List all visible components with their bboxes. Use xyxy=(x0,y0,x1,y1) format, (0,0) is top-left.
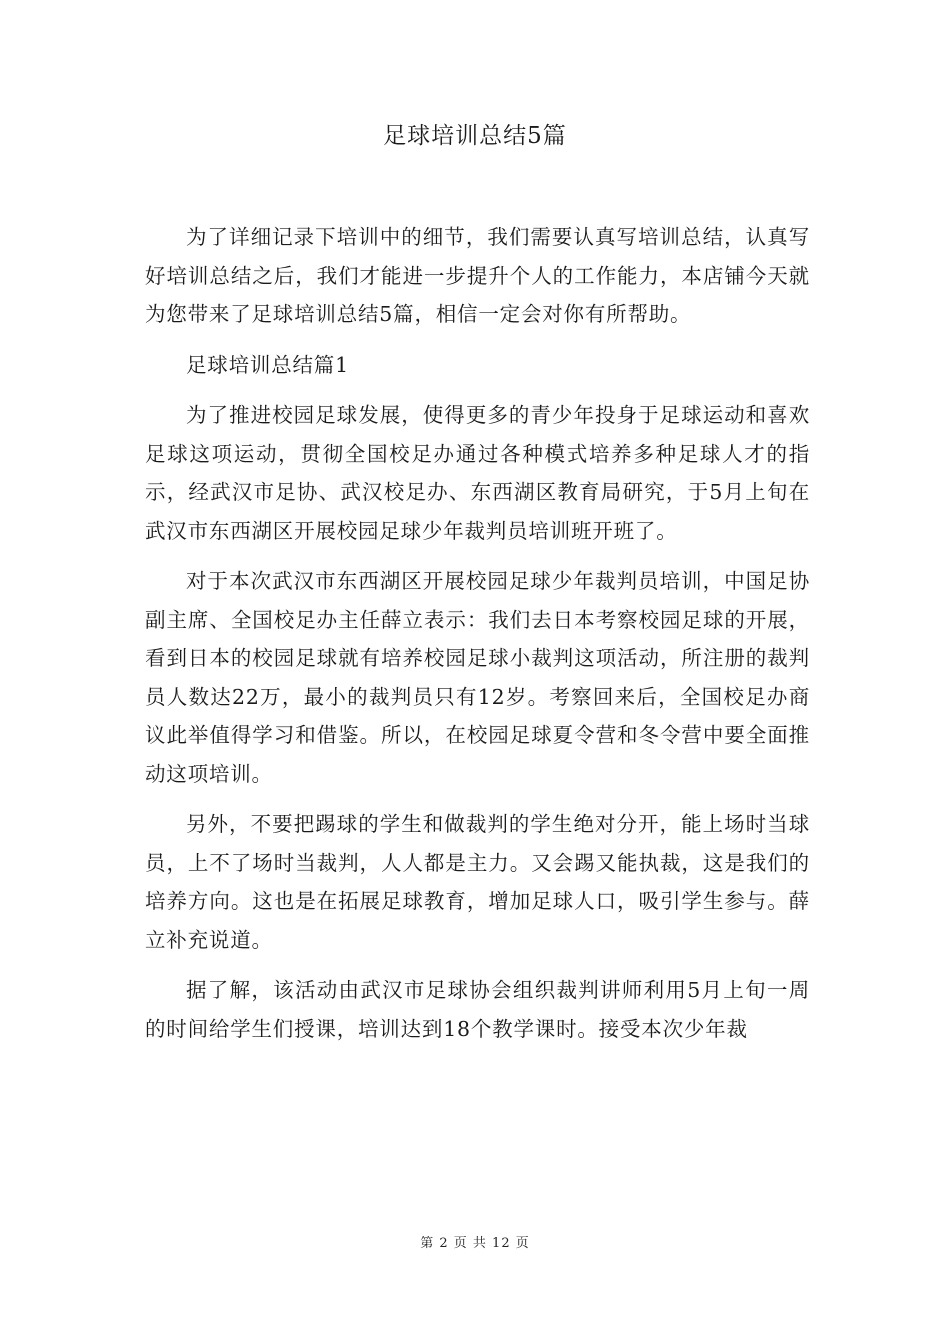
section-heading: 足球培训总结篇1 xyxy=(186,352,349,377)
document-body xyxy=(145,218,810,1060)
intro-paragraph: 为了详细记录下培训中的细节，我们需要认真写培训总结，认真写好培训总结之后，我们才能进一步提升个人的工作能力，本店铺今天就为您带来了足球培训总结5篇，相信一定会对你有所帮助。 xyxy=(145,225,810,326)
document-title: 足球培训总结5篇 xyxy=(383,123,567,149)
page-footer: 第 2 页 共 12 页 xyxy=(420,1236,530,1251)
body-paragraph: 据了解，该活动由武汉市足球协会组织裁判讲师利用5月上旬一周的时间给学生们授课，培训达到18个教学课时。接受本次少年裁 xyxy=(145,978,810,1041)
body-paragraph: 对于本次武汉市东西湖区开展校园足球少年裁判员培训，中国足协副主席、全国校足办主任薛立表示：我们去日本考察校园足球的开展，看到日本的校园足球就有培养校园足球小裁判这项活动，所注册的裁判员人数达22万，最小的裁判员只有12岁。考察回来后，全国校足办商议此举值得学习和借鉴。所以，在校园足球夏令营和冬令营中要全面推动这项培训。 xyxy=(145,569,810,786)
body-paragraph: 为了推进校园足球发展，使得更多的青少年投身于足球运动和喜欢足球这项运动，贯彻全国校足办通过各种模式培养多种足球人才的指示，经武汉市足协、武汉校足办、东西湖区教育局研究，于5月上旬在武汉市东西湖区开展校园足球少年裁判员培训班开班了。 xyxy=(145,403,810,543)
body-paragraph: 另外，不要把踢球的学生和做裁判的学生绝对分开，能上场时当球员，上不了场时当裁判，人人都是主力。又会踢又能执裁，这是我们的培养方向。这也是在拓展足球教育，增加足球人口，吸引学生参与。薛立补充说道。 xyxy=(145,812,810,952)
